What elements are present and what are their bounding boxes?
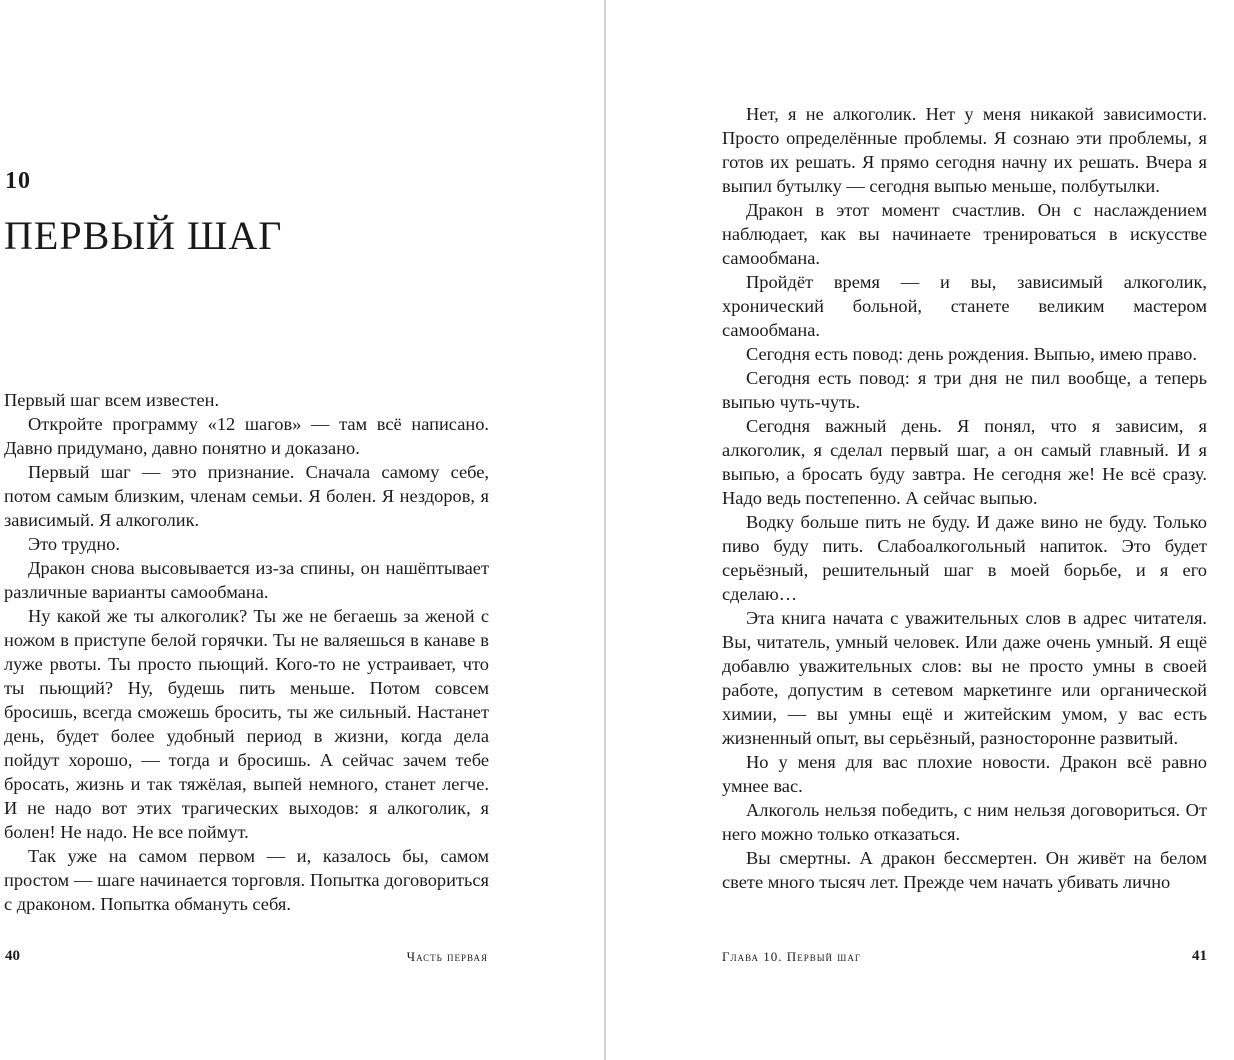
paragraph: Водку больше пить не буду. И даже вино не буду. Только пиво буду пить. Слабоалкогольный напиток. Это будет серьёзный, решительный шаг в моей борьбе, и я его сделаю… [722,512,1207,604]
paragraph: Откройте программу «12 шагов» — там всё написано. Давно придумано, давно понятно и доказано. [4,414,489,458]
paragraph: Ну какой же ты алкоголик? Ты же не бегаешь за женой с ножом в приступе белой горячки. Ты не валяешься в канаве в луже рвоты. Ты просто пьющий. Кого-то не устраивает, что ты пьющий? Ну, будешь пить меньше. Потом совсем бросишь, всегда сможешь бросить, ты же сильный. Настанет день, будет более удобный период в жизни, когда дела пойдут хорошо, — тогда и бросишь. А сейчас зачем тебе бросать, жизнь и так тяжёлая, выпей немного, станет легче. И не надо вот этих трагических выходов: я алкоголик, я болен! Не надо. Не все поймут. [4,606,489,842]
page-number-left: 40 [5,948,20,964]
paragraph: Но у меня для вас плохие новости. Дракон всё равно умнее вас. [722,752,1207,796]
paragraph: Первый шаг всем известен. [4,390,220,410]
running-head-left: Часть первая [406,949,488,964]
paragraph: Первый шаг — это признание. Сначала самому себе, потом самым близким, членам семьи. Я болен. Я нездоров, я зависимый. Я алкоголик. [4,462,489,530]
paragraph: Это трудно. [28,534,120,554]
page-gutter [604,0,606,1060]
paragraph: Алкоголь нельзя победить, с ним нельзя договориться. От него можно только отказаться. [722,800,1207,844]
chapter-title: ПЕРВЫЙ ШАГ [4,213,283,258]
paragraph: Нет, я не алкоголик. Нет у меня никакой зависимости. Просто определённые проблемы. Я сознаю эти проблемы, я готов их решать. Я прямо сегодня начну их решать. Вчера я выпил бутылку — сегодня выпью меньше, полбутылки. [722,104,1207,196]
paragraph: Так уже на самом первом — и, казалось бы, самом простом — шаге начинается торговля. Попытка договориться с драконом. Попытка обмануть себя. [4,846,489,914]
paragraph: Сегодня есть повод: день рождения. Выпью, имею право. [746,344,1197,364]
paragraph: Вы смертны. А дракон бессмертен. Он живёт на белом свете много тысяч лет. Прежде чем начать убивать лично [722,848,1207,892]
paragraph: Дракон снова высовывается из-за спины, он нашёптывает различные варианты самообмана. [4,558,489,602]
chapter-number: 10 [5,168,31,194]
left-page-text [4,388,489,916]
right-page-text [722,102,1207,894]
paragraph: Сегодня важный день. Я понял, что я зависим, я алкоголик, я сделал первый шаг, а он самый главный. И я выпью, а бросать буду завтра. Не сегодня же! Не всё сразу. Надо ведь постепенно. А сейчас выпью. [722,416,1207,508]
paragraph: Дракон в этот момент счастлив. Он с наслаждением наблюдает, как вы начинаете тренироваться в искусстве самообмана. [722,200,1207,268]
running-head-right: Глава 10. Первый шаг [722,949,862,964]
page-number-right: 41 [1192,948,1207,964]
paragraph: Сегодня есть повод: я три дня не пил вообще, а теперь выпью чуть-чуть. [722,368,1207,412]
paragraph: Пройдёт время — и вы, зависимый алкоголик, хронический больной, станете великим мастером самообмана. [722,272,1207,340]
paragraph: Эта книга начата с уважительных слов в адрес читателя. Вы, читатель, умный человек. Или даже очень умный. Я ещё добавлю уважительных слов: вы не просто умны в своей работе, допустим в сетевом маркетинге или органической химии, — вы умны ещё и житейским умом, у вас есть жизненный опыт, вы серьёзный, разносторонне развитый. [722,608,1207,748]
